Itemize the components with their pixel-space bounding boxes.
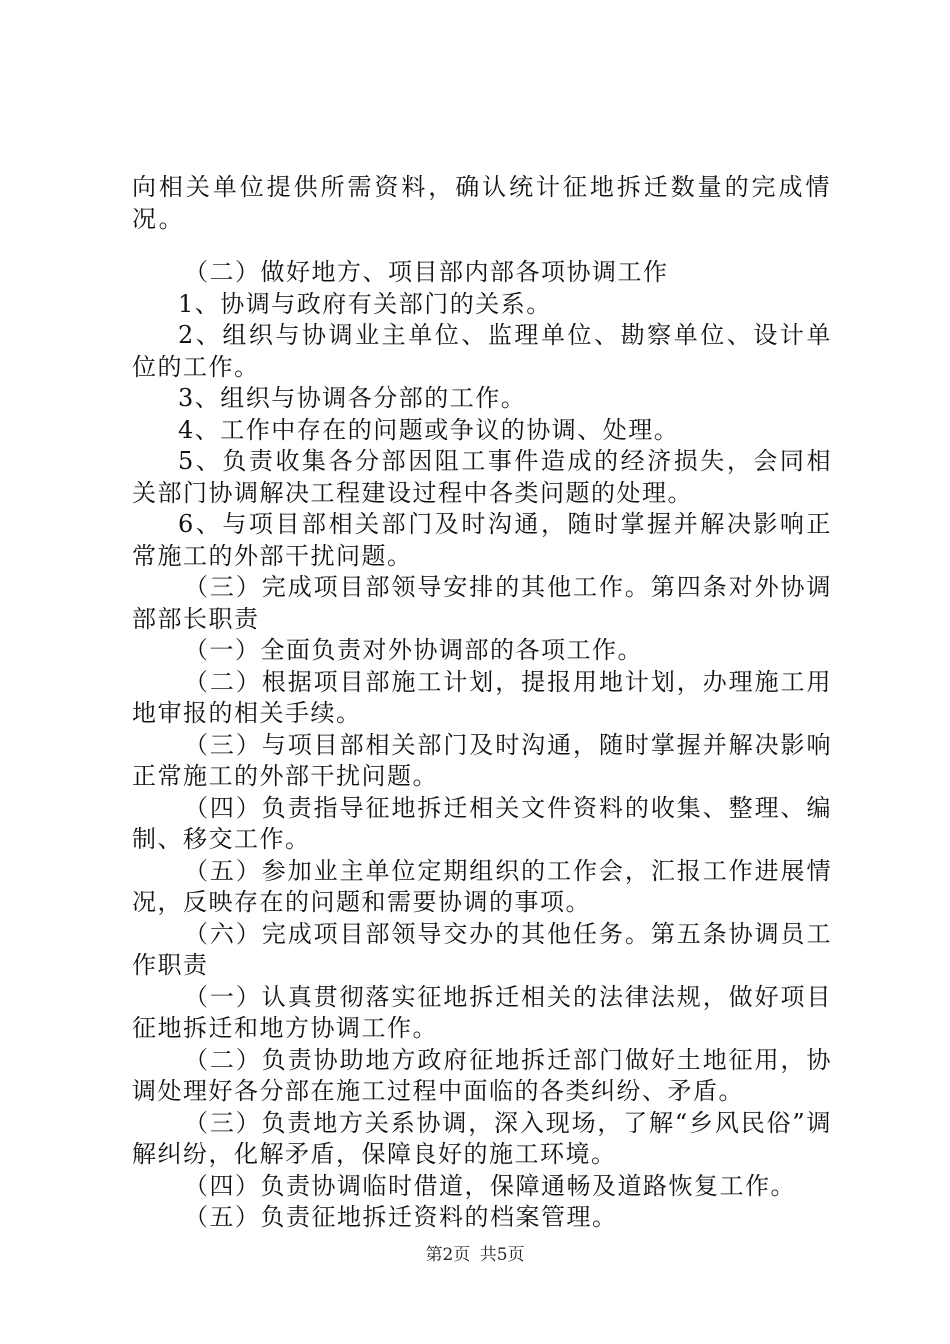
paragraph: （二）做好地方、项目部内部各项协调工作 bbox=[184, 258, 669, 286]
paragraph: （五）负责征地拆迁资料的档案管理。 bbox=[184, 1203, 618, 1231]
paragraph: （一）认真贯彻落实征地拆迁相关的法律法规，做好项目征地拆迁和地方协调工作。 bbox=[132, 982, 832, 1042]
page-number: 第2页 bbox=[425, 1245, 471, 1265]
lead-line: 向相关单位提供所需资料，确认统计征地拆迁数量的完成情况。 bbox=[132, 173, 832, 233]
paragraph: （四）负责协调临时借道，保障通畅及道路恢复工作。 bbox=[184, 1171, 796, 1200]
paragraph: 3、组织与协调各分部的工作。 bbox=[178, 384, 527, 412]
paragraph: （二）根据项目部施工计划，提报用地计划，办理施工用地审报的相关手续。 bbox=[132, 667, 832, 727]
paragraph: 1、协调与政府有关部门的关系。 bbox=[178, 289, 552, 318]
paragraph: （三）完成项目部领导安排的其他工作。第四条对外协调部部长职责 bbox=[132, 573, 832, 633]
paragraph: （二）负责协助地方政府征地拆迁部门做好土地征用，协调处理好各分部在施工过程中面临的各类纠纷、矛盾。 bbox=[132, 1045, 832, 1105]
document-body bbox=[132, 172, 832, 1234]
paragraph-list bbox=[132, 257, 832, 1234]
paragraph: 5、负责收集各分部因阻工事件造成的经济损失，会同相关部门协调解决工程建设过程中各类问题的处理。 bbox=[132, 447, 832, 507]
paragraph: 2、组织与协调业主单位、监理单位、勘察单位、设计单位的工作。 bbox=[132, 321, 832, 381]
paragraph: （三）与项目部相关部门及时沟通，随时掌握并解决影响正常施工的外部干扰问题。 bbox=[132, 730, 832, 790]
page-total: 共5页 bbox=[479, 1245, 525, 1265]
paragraph: 4、工作中存在的问题或争议的协调、处理。 bbox=[178, 415, 680, 444]
paragraph: （一）全面负责对外协调部的各项工作。 bbox=[184, 636, 643, 664]
paragraph: （五）参加业主单位定期组织的工作会，汇报工作进展情况，反映存在的问题和需要协调的事项。 bbox=[132, 856, 832, 916]
page-footer bbox=[0, 1240, 950, 1265]
paragraph: （六）完成项目部领导交办的其他任务。第五条协调员工作职责 bbox=[132, 919, 832, 979]
paragraph: （三）负责地方关系协调，深入现场，了解“乡风民俗”调解纠纷，化解矛盾，保障良好的施工环境。 bbox=[132, 1108, 832, 1168]
paragraph: 6、与项目部相关部门及时沟通，随时掌握并解决影响正常施工的外部干扰问题。 bbox=[132, 510, 832, 570]
paragraph: （四）负责指导征地拆迁相关文件资料的收集、整理、编制、移交工作。 bbox=[132, 793, 832, 853]
